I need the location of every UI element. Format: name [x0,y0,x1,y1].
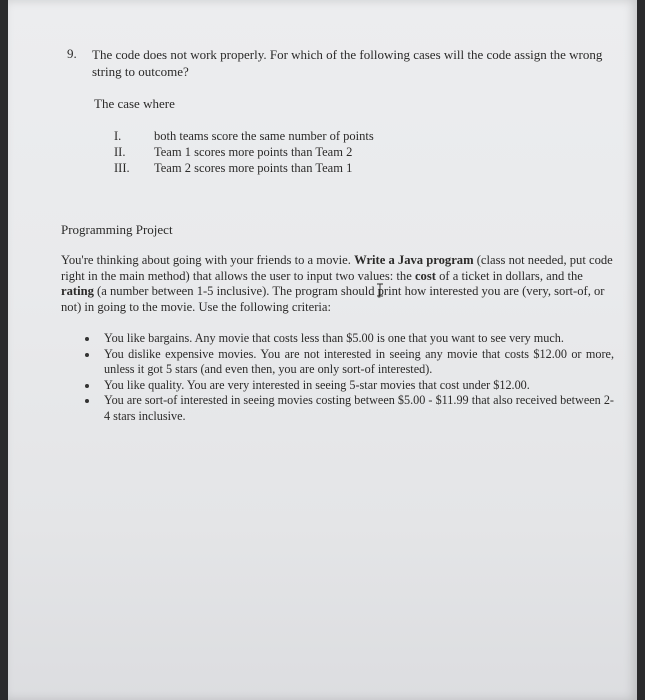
case-numeral: II. [114,145,126,159]
case-text: Team 2 scores more points than Team 1 [154,161,353,175]
case-text: both teams score the same number of points [154,129,374,143]
criteria-item [84,347,614,378]
criteria-item [84,331,614,347]
question-number: 9. [67,46,77,61]
project-description [61,253,616,315]
bullet-icon [85,337,89,341]
project-text: You're thinking about going with your friends to a movie. [61,253,355,267]
criteria-list [84,331,614,424]
project-emphasis: rating [61,284,94,298]
project-text: of a ticket in dollars, and the [435,268,583,283]
project-emphasis: cost [414,268,436,283]
criteria-text: You are sort-of interested in seeing movies costing between $5.00 - $11.99 that also received between 2-4 stars inclusive. [104,393,614,423]
criteria-text: You like quality. You are very interested in seeing 5-star movies that cost under $12.00. [104,377,530,392]
case-intro: The case where [94,96,175,111]
criteria-text: You like bargains. Any movie that costs less than $5.00 is one that you want to see very much. [104,331,564,345]
project-emphasis: Write a Java program [354,253,474,267]
bullet-icon [85,384,89,388]
bullet-icon [85,353,89,357]
text-cursor-icon [375,283,385,297]
case-item [114,128,374,144]
case-numeral: III. [114,161,130,175]
criteria-text: You dislike expensive movies. You are not interested in seeing any movie that costs $12.00 or more, unless it got 5 stars (and even then, you are only sort-of interested). [104,346,614,376]
case-numeral: I. [114,129,122,143]
project-text: (a number between 1-5 inclusive). The program should print how interested you are (very, sort-of, or not) in going to the movie. Use the following criteria: [61,284,605,314]
case-text: Team 1 scores more points than Team 2 [154,145,353,159]
case-item [114,160,374,176]
criteria-item [84,393,614,424]
case-list [114,128,374,176]
project-title: Programming Project [61,222,173,237]
project-text: (class not needed, put code right in the main method) that allows the user to input two values: the [61,253,613,283]
criteria-item [84,378,614,394]
case-item [114,144,374,160]
bullet-icon [85,399,89,403]
question-text: The code does not work properly. For which of the following cases will the code assign the wrong string to outcome? [92,47,603,79]
